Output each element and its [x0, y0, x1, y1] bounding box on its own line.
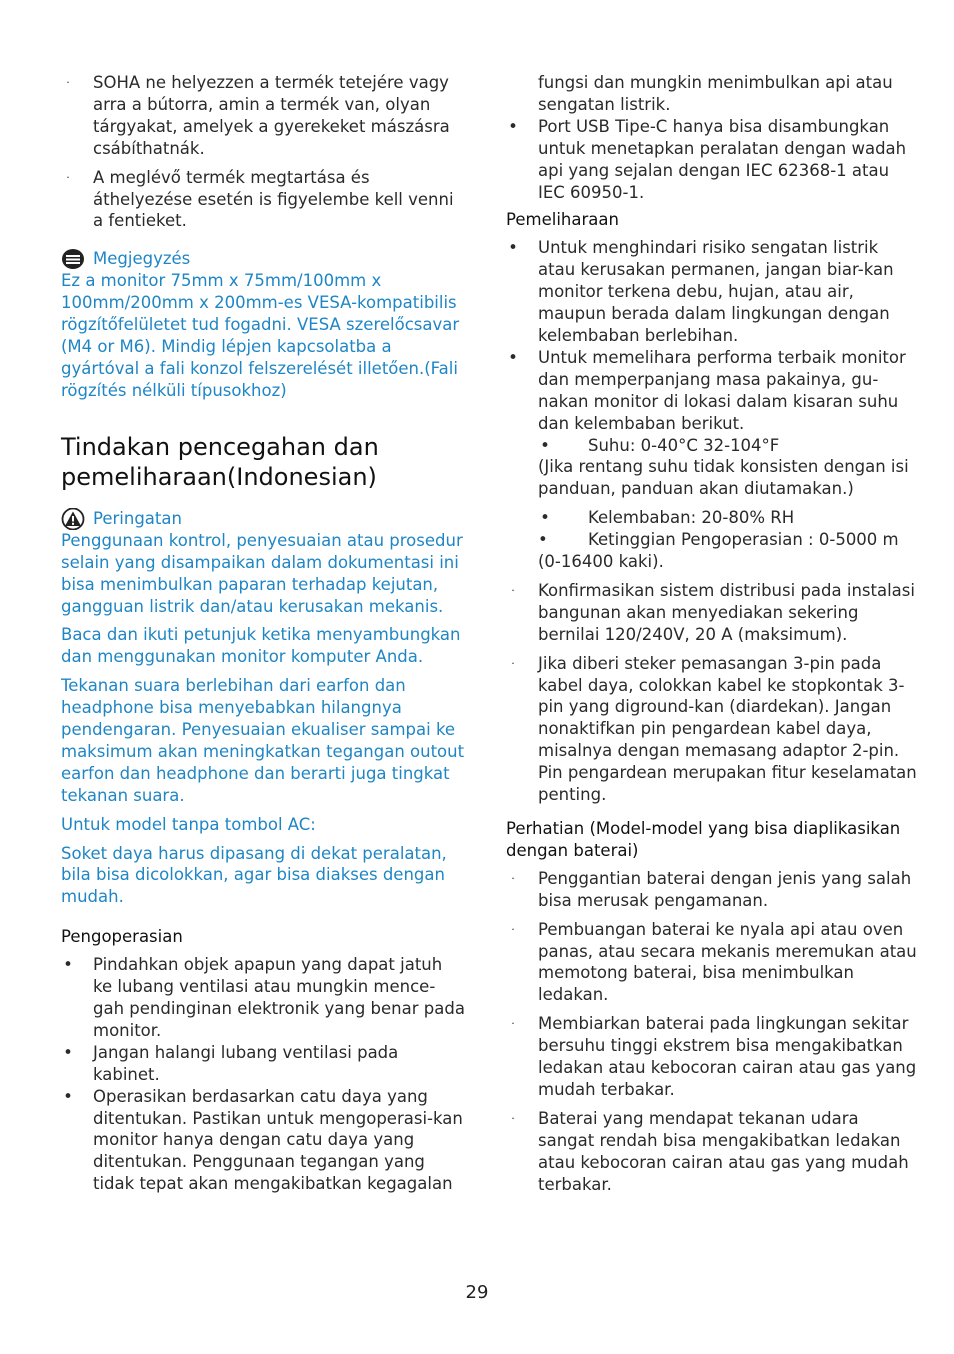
maintenance-list-extra — [506, 580, 920, 806]
bullet: • — [538, 530, 548, 550]
conditions-list — [506, 507, 920, 529]
section-heading: Tindakan pencegahan dan pemeliharaan(Indonesian) — [61, 432, 379, 491]
page-number: 29 — [465, 1282, 489, 1303]
maintenance-heading: Pemeliharaan — [506, 210, 619, 230]
warning-paragraph: Soket daya harus dipasang di dekat peralatan, bila bisa dicolokkan, agar bisa diakses dengan mudah. — [61, 843, 447, 907]
list-item: · A meglévő termék megtartása és áthelyezése esetén is figyelembe kell venni a fentieket. — [61, 167, 465, 233]
bullet: · — [511, 1017, 515, 1031]
list-item: · Pembuangan baterai ke nyala api atau oven panas, atau secara mekanis meremukan atau memotong baterai, bisa menimbulkan ledakan. — [506, 919, 920, 1007]
bullet: · — [511, 656, 515, 670]
left-column — [61, 72, 465, 1195]
maintenance-list — [506, 237, 920, 434]
warning-paragraph: Untuk model tanpa tombol AC: — [61, 814, 316, 834]
usb-list — [506, 116, 920, 204]
bullet: • — [63, 1086, 73, 1106]
bullet: • — [508, 347, 518, 367]
bullet: • — [63, 955, 73, 975]
warning-paragraph: Baca dan ikuti petunjuk ketika menyambungkan dan menggunakan monitor komputer Anda. — [61, 625, 461, 667]
bullet: · — [511, 922, 515, 936]
battery-list — [506, 868, 920, 1196]
bullet: • — [540, 508, 550, 528]
list-item: · Jika diberi steker pemasangan 3-pin pada kabel daya, colokkan kabel ke stopkontak 3-pin yang diground-kan (diardekan). Jangan nonaktifkan pin pengardean kabel daya, misalnya dengan memasang adaptor 2-pin. Pin pengardean merupakan fitur keselamatan penting. — [506, 653, 920, 806]
note-text: Ez a monitor 75mm x 75mm/100mm x 100mm/200mm x 200mm-es VESA-kompatibilis rögzítőfelületet tud fogadni. VESA szerelőcsavar (M4 or M6). Mindig lépjen kapcsolatba a gyártóval a fali konzol felszerelését illetően.(Fali rögzítés nélküli típusokhoz) — [61, 271, 460, 400]
list-item: · Membiarkan baterai pada lingkungan sekitar bersuhu tinggi ekstrem bisa mengakibatkan ledakan atau kebocoran cairan atau gas yang mudah terbakar. — [506, 1013, 920, 1101]
list-item: • Untuk menghindari risiko sengatan listrik atau kerusakan permanen, jangan biar-kan monitor terkena debu, hujan, atau air, maupun berada dalam lingkungan dengan kelembaban berlebihan. — [506, 237, 920, 347]
bullet: · — [511, 583, 515, 597]
list-item: · SOHA ne helyezzen a termék tetejére vagy arra a bútorra, amin a termék van, olyan tárgyakat, amelyek a gyerekeket mászásra csábíthatnák. — [61, 72, 465, 160]
warning-heading — [61, 508, 465, 530]
warning-paragraph: Penggunaan kontrol, penyesuaian atau prosedur selain yang disampaikan dalam dokumentasi ini bisa menimbulkan paparan terhadap kejutan, gangguan listrik dan/atau kerusakan mekanis. — [61, 530, 463, 616]
warning-icon — [61, 508, 85, 530]
note-label: Megjegyzés — [93, 249, 191, 269]
list-item: • Jangan halangi lubang ventilasi pada kabinet. — [61, 1042, 465, 1086]
battery-heading: Perhatian (Model-model yang bisa diaplikasikan dengan baterai) — [506, 819, 901, 860]
bullet: • — [508, 238, 518, 258]
bullet: • — [508, 116, 518, 136]
bullet: · — [66, 76, 70, 89]
temperature-note: (Jika rentang suhu tidak konsisten dengan isi panduan, panduan akan diutamakan.) — [538, 457, 909, 499]
bullet: • — [63, 1042, 73, 1062]
warning-label: Peringatan — [93, 508, 182, 528]
condition-item: • Suhu: 0-40°C 32-104°F — [538, 435, 920, 457]
bullet: · — [511, 1111, 515, 1125]
note-heading — [61, 248, 465, 270]
continued-text: fungsi dan mungkin menimbulkan api atau sengatan listrik. — [538, 73, 893, 114]
hungarian-bullet-list — [61, 72, 465, 232]
operation-list — [61, 954, 465, 1195]
condition-item: • Kelembaban: 20-80% RH — [538, 507, 920, 529]
note-icon — [61, 248, 85, 270]
list-item: · Konfirmasikan sistem distribusi pada instalasi bangunan akan menyediakan sekering bernilai 120/240V, 20 A (maksimum). — [506, 580, 920, 646]
right-column — [506, 72, 920, 1196]
bullet: · — [66, 170, 70, 184]
conditions-list — [506, 435, 920, 457]
list-item: • Port USB Tipe-C hanya bisa disambungkan untuk menetapkan peralatan dengan wadah api yang sejalan dengan IEC 62368-1 atau IEC 60950-1. — [506, 116, 920, 204]
list-item: • Pindahkan objek apapun yang dapat jatuh ke lubang ventilasi atau mungkin mence-gah pendinginan elektronik yang benar pada monitor. — [61, 954, 465, 1042]
bullet: • — [540, 435, 550, 455]
warning-paragraph: Tekanan suara berlebihan dari earfon dan headphone bisa menyebabkan hilangnya pendengaran. Penyesuaian ekualiser sampai ke maksimum akan meningkatkan tegangan outout earfon dan headphone dan berarti juga tingkat tekanan suara. — [61, 676, 465, 805]
bullet: · — [511, 871, 515, 885]
altitude-item: • Ketinggian Pengoperasian : 0-5000 m (0-16400 kaki). — [538, 530, 899, 572]
list-item: • Untuk memelihara performa terbaik monitor dan memperpanjang masa pakainya, gu-nakan monitor di lokasi dalam kisaran suhu dan kelembaban berikut. — [506, 347, 920, 435]
list-item: • Operasikan berdasarkan catu daya yang ditentukan. Pastikan untuk mengoperasi-kan monitor hanya dengan catu daya yang ditentukan. Penggunaan tegangan yang tidak tepat akan mengakibatkan kegagalan — [61, 1086, 465, 1196]
operation-heading: Pengoperasian — [61, 927, 183, 947]
list-item: · Penggantian baterai dengan jenis yang salah bisa merusak pengamanan. — [506, 868, 920, 912]
list-item: · Baterai yang mendapat tekanan udara sangat rendah bisa mengakibatkan ledakan atau kebocoran cairan atau gas yang mudah terbakar. — [506, 1108, 920, 1196]
